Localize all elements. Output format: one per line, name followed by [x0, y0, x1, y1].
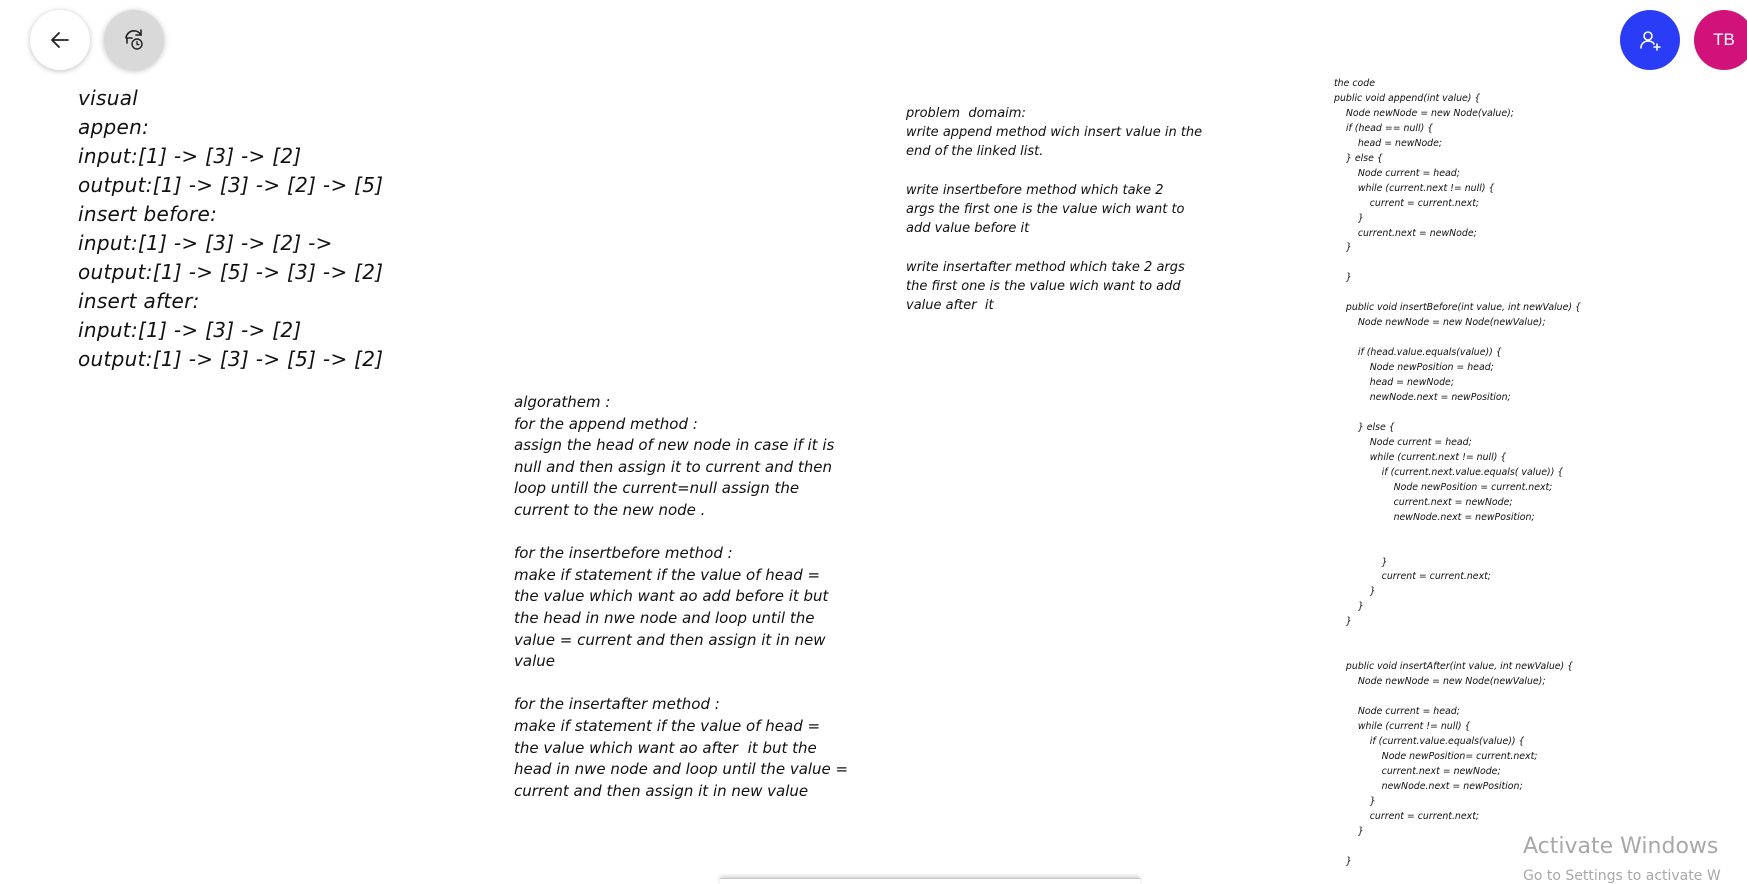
problem-domain-note[interactable]: problem domaim: write append method wich insert value in the end of the linked list. write insertbefore method which take 2 args the first one is the value wich want to add value before it write insertafter method which take 2 args the first one is the value wich want to add value after it [906, 106, 1203, 314]
activation-watermark-title: Activate Windows [1523, 834, 1719, 859]
replay-icon [121, 27, 147, 53]
back-button[interactable] [30, 10, 90, 70]
bottom-toolbar-edge[interactable] [720, 878, 1140, 884]
invite-button[interactable] [1620, 10, 1680, 70]
algorithm-note[interactable]: algorathem : for the append method : assign the head of new node in case if it is null and then assign it to current and then loop untill the current=null assign the current to the new node . for the insertbefore method : make if statement if the value of head = the value which want ao add before it but the head in nwe node and loop until the value = current and then assign it in new value for the insertafter method : make if statement if the value of head = the value which want ao after it but the head in nwe node and loop until the value = current and then assign it in new value [514, 393, 849, 800]
arrow-left-icon [48, 28, 72, 52]
code-note[interactable]: the code public void append(int value) { Node newNode = new Node(value); if (head == null) { head = newNode; } else { Node current = head; while (current.next != null) { current = current.next; } current.next = newNode; } } public void insertBefore(int value, int newValue) { Node newNode = new Node(newValue); if (head.value.equals(value)) { Node newPosition = head; head = newNode; newNode.next = newPosition; } else { Node current = head; while (current.next != null) { if (current.next.value.equals( value)) { Node newPosition = current.next; current.next = newNode; newNode.next = newPosition; } current = current.next; } } } public void insertAfter(int value, int newValue) { Node newNode = new Node(newValue); Node current = head; while (current != null) { if (current.value.equals(value)) { Node newPosition= current.next; current.next = newNode; newNode.next = newPosition; } current = current.next; } } [1334, 78, 1581, 867]
activation-watermark-subtitle: Go to Settings to activate W [1523, 868, 1721, 884]
user-avatar[interactable] [1694, 10, 1747, 70]
visual-note[interactable]: visual appen: input:[1] -> [3] -> [2] output:[1] -> [3] -> [2] -> [5] insert before: input:[1] -> [3] -> [2] -> output:[1] -> [5] -> [3] -> [2] insert after: input:[1] -> [3] -> [2] output:[1] -> [3] -> [5] -> [2] [78, 86, 384, 371]
replay-button[interactable] [104, 10, 164, 70]
add-person-icon [1637, 27, 1663, 53]
avatar-initials: TB [1713, 30, 1735, 49]
